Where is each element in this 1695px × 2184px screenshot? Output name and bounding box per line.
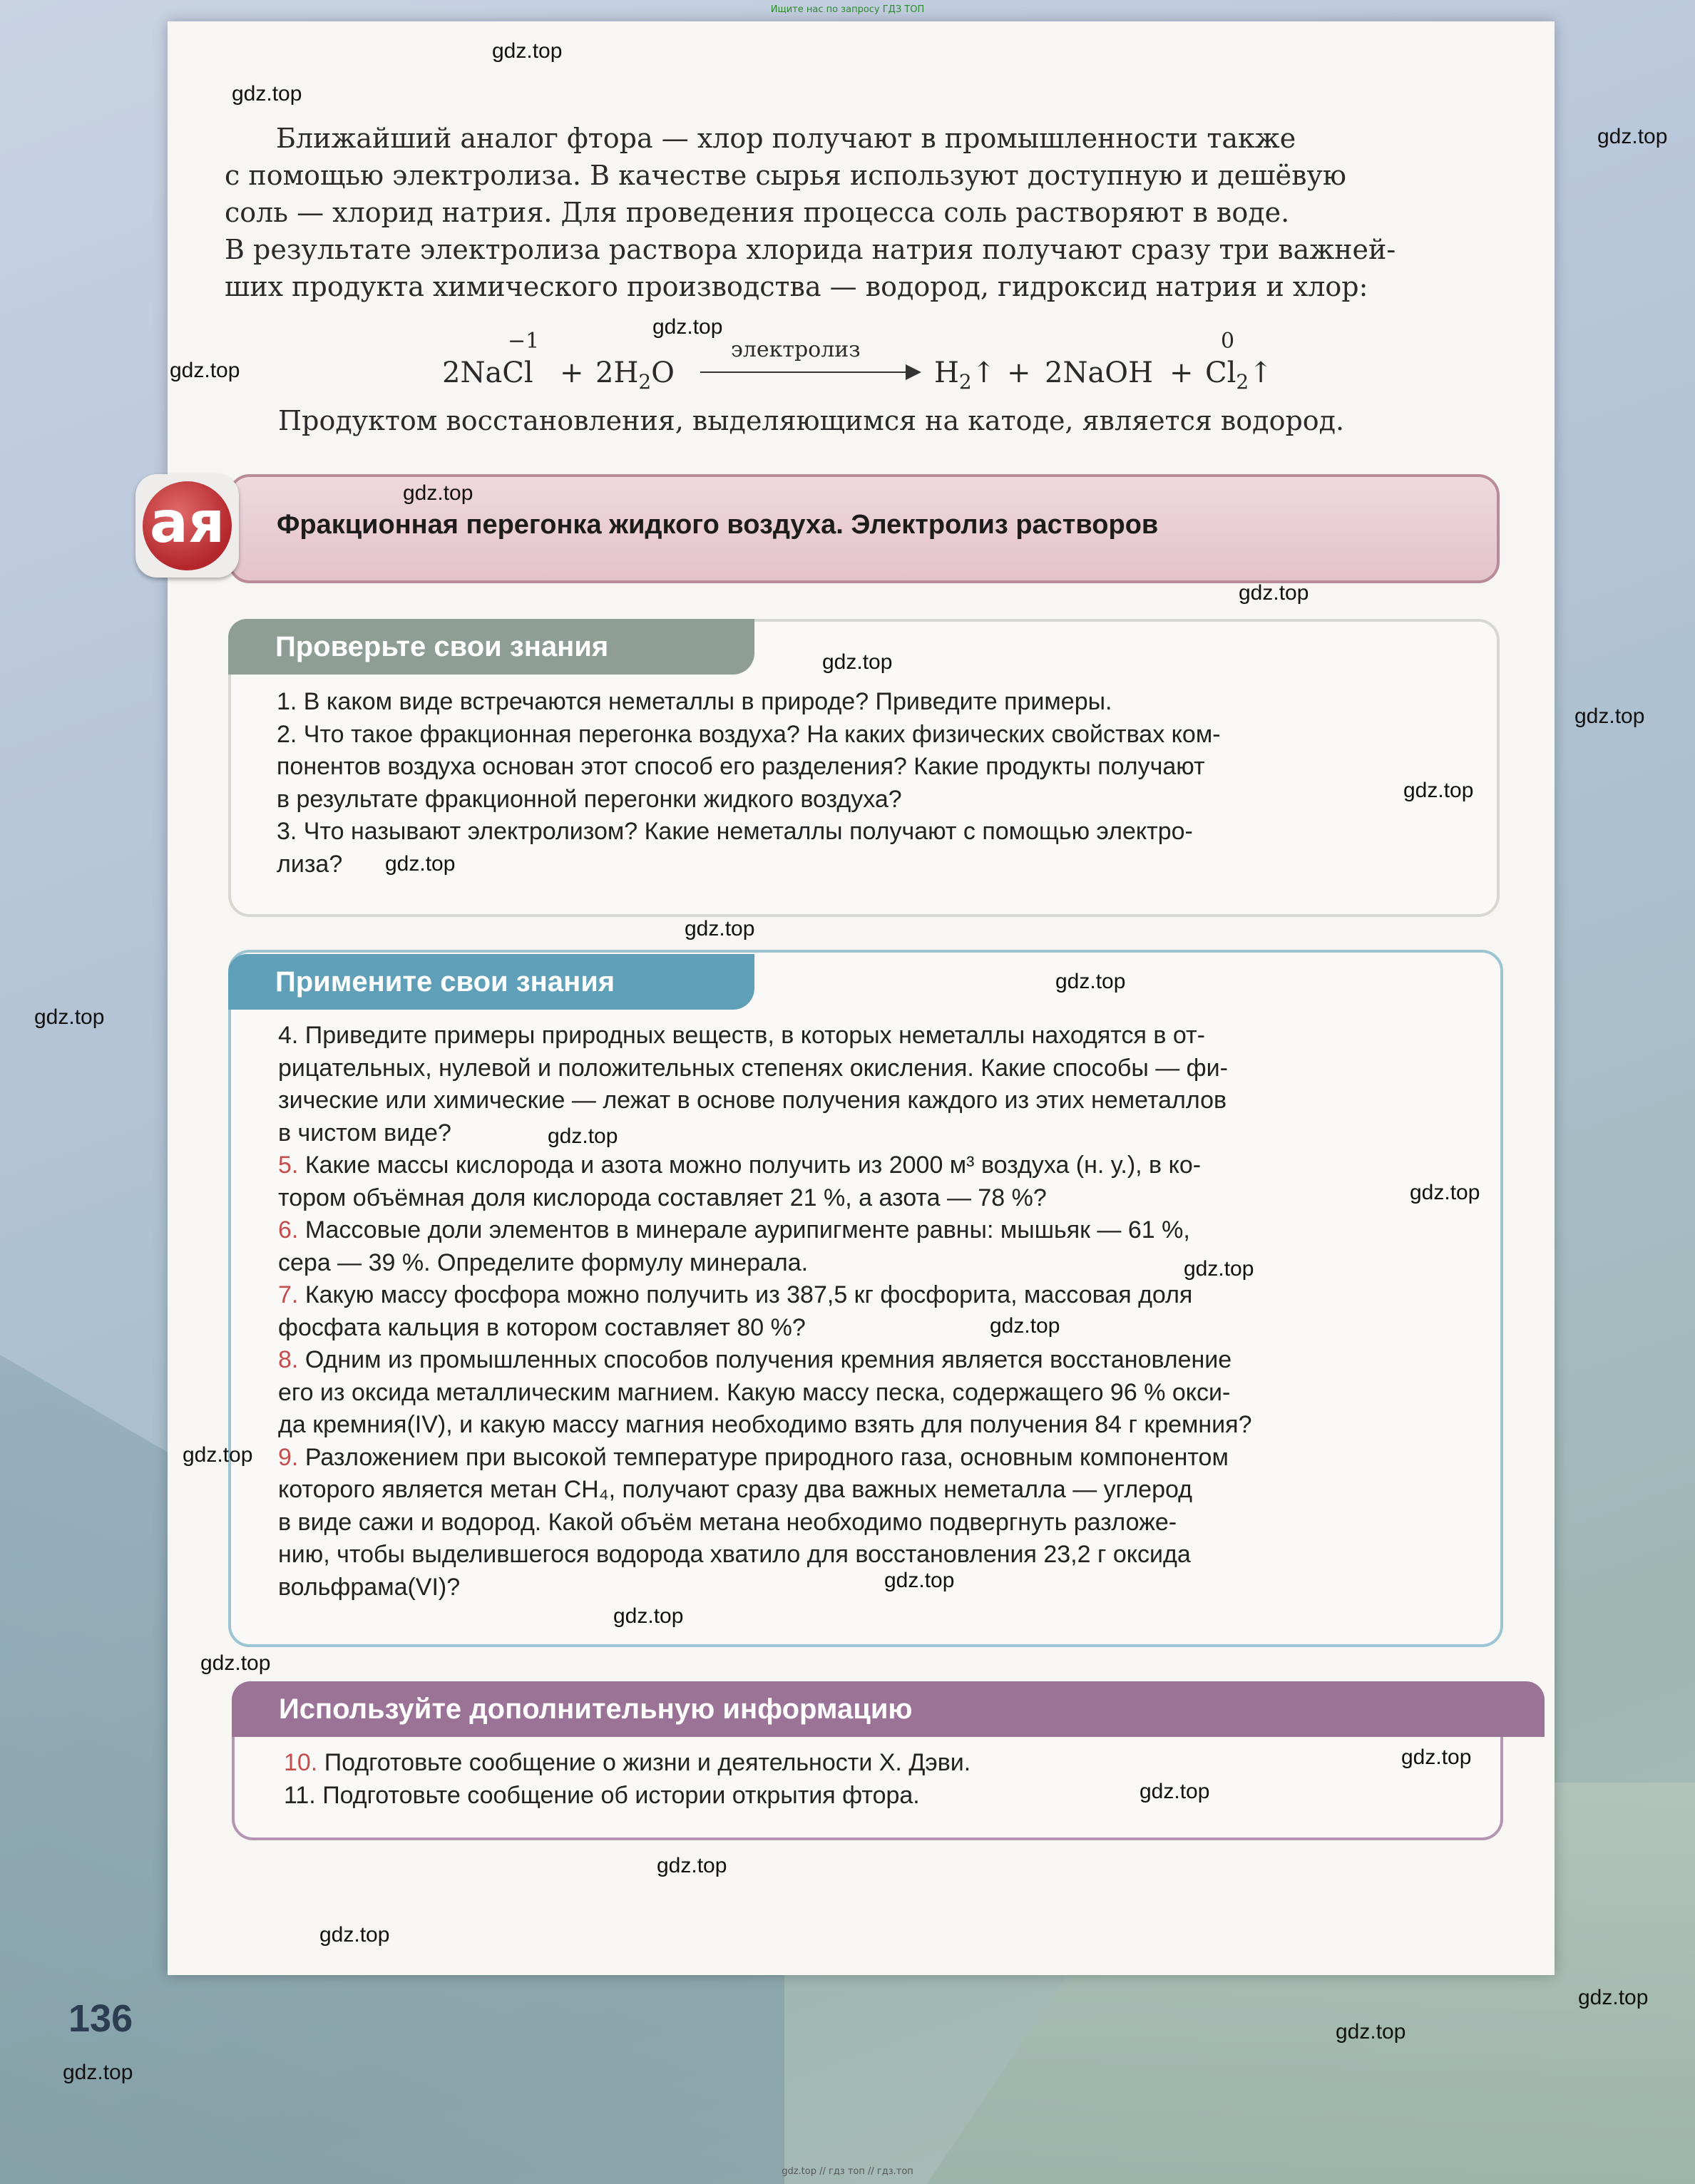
question-line: 2. Что такое фракционная перегонка воздуха? На каких физических свойствах ком- (277, 720, 1221, 748)
oxidation-state-cl: −1 (508, 329, 540, 354)
watermark: gdz.top (183, 1443, 253, 1467)
watermark: gdz.top (1410, 1181, 1480, 1204)
watermark: gdz.top (170, 359, 240, 382)
plus-sign: + (1007, 357, 1031, 389)
watermark: gdz.top (884, 1569, 955, 1592)
watermark: gdz.top (319, 1923, 390, 1947)
question-line: 5. Какие массы кислорода и азота можно получить из 2000 м³ воздуха (н. у.), в ко- (278, 1152, 1202, 1179)
question-number: 9. (278, 1443, 299, 1471)
question-line: 11. Подготовьте сообщение об истории открытия фтора. (284, 1781, 920, 1809)
intro-line: Ближайший аналог фтора — хлор получают в промышленности также (276, 123, 1296, 154)
check-knowledge-title: Проверьте свои знания (228, 619, 754, 675)
question-line: вольфрама(VI)? (278, 1573, 461, 1601)
arrow-head-icon (906, 364, 921, 380)
watermark: gdz.top (200, 1651, 271, 1675)
reactant-nacl: 2NaCl (442, 357, 533, 389)
question-line: в результате фракционной перегонки жидкого воздуха? (277, 785, 902, 813)
oxidation-state-cl2: 0 (1221, 329, 1235, 354)
question-line: да кремния(IV), и какую массу магния необходимо взять для получения 84 г кремния? (278, 1411, 1252, 1438)
watermark: gdz.top (63, 2061, 133, 2084)
question-number: 8. (278, 1346, 299, 1373)
question-line: его из оксида металлическим магнием. Какую массу песка, содержащего 96 % окси- (278, 1378, 1231, 1406)
page-number: 136 (68, 1997, 133, 2040)
watermark: gdz.top (1239, 581, 1309, 605)
apply-questions (278, 1020, 1451, 1604)
watermark: gdz.top (232, 82, 302, 106)
intro-paragraph (225, 120, 1494, 305)
cathode-line: Продуктом восстановления, выделяющимся на катоде, является водород. (278, 405, 1345, 436)
intro-line: В результате электролиза раствора хлорида натрия получают сразу три важней- (225, 234, 1396, 265)
question-number: 5. (278, 1152, 299, 1179)
top-note: Ищите нас по запросу ГДЗ ТОП (770, 4, 925, 15)
question-line: 8. Одним из промышленных способов получения кремния является восстановление (278, 1346, 1232, 1373)
question-line: 3. Что называют электролизом? Какие неметаллы получают с помощью электро- (277, 818, 1193, 845)
key-concepts-text: Фракционная перегонка жидкого воздуха. Электролиз растворов (277, 510, 1159, 540)
question-line: понентов воздуха основан этот способ его разделения? Какие продукты получают (277, 753, 1205, 780)
watermark: gdz.top (1597, 125, 1668, 148)
watermark: gdz.top (403, 481, 473, 505)
question-line: которого является метан CH₄, получают сразу два важных неметалла — углерод (278, 1476, 1192, 1503)
plus-sign: + (560, 357, 584, 389)
question-number: 6. (278, 1216, 299, 1244)
watermark: gdz.top (613, 1604, 684, 1628)
question-line: лиза? (277, 850, 343, 878)
watermark: gdz.top (1578, 1986, 1649, 2009)
intro-line: с помощью электролиза. В качестве сырья используют доступную и дешёвую (225, 160, 1346, 191)
watermark: gdz.top (1184, 1257, 1254, 1281)
reaction-arrow (700, 371, 914, 373)
watermark: gdz.top (385, 852, 456, 876)
watermark: gdz.top (548, 1124, 618, 1148)
question-line: фосфата кальция в котором составляет 80 %? (278, 1313, 806, 1341)
key-concepts-icon (135, 474, 239, 578)
question-line: в чистом виде? (278, 1119, 451, 1147)
question-line: рицательных, нулевой и положительных степенях окисления. Какие способы — фи- (278, 1054, 1228, 1082)
apply-knowledge-title: Примените свои знания (228, 954, 754, 1010)
watermark: gdz.top (685, 917, 755, 940)
watermark: gdz.top (822, 650, 893, 674)
question-number: 10. (284, 1749, 318, 1776)
watermark: gdz.top (657, 1854, 727, 1877)
product-h2: $H_2↑$ (934, 357, 996, 394)
watermark: gdz.top (1140, 1780, 1210, 1803)
question-line: сера — 39 %. Определите формулу минерала. (278, 1249, 809, 1276)
electrolysis-equation (442, 329, 1369, 396)
extra-questions (284, 1747, 1453, 1812)
key-concepts-icon-letters: ая (143, 481, 232, 570)
product-cl2: $Cl_2↑$ (1205, 357, 1273, 394)
question-line: в виде сажи и водород. Какой объём метана необходимо подвергнуть разложе- (278, 1508, 1177, 1536)
watermark: gdz.top (652, 315, 723, 339)
watermark: gdz.top (492, 39, 563, 63)
question-line: 6. Массовые доли элементов в минерале аурипигменте равны: мышьяк — 61 %, (278, 1216, 1190, 1244)
watermark: gdz.top (1336, 2020, 1406, 2044)
question-line: зические или химические — лежат в основе получения каждого из этих неметаллов (278, 1087, 1227, 1114)
question-line: нию, чтобы выделившегося водорода хватило для восстановления 23,2 г оксида (278, 1541, 1191, 1568)
watermark: gdz.top (1574, 704, 1645, 728)
intro-line: соль — хлорид натрия. Для проведения процесса соль растворяют в воде. (225, 197, 1290, 228)
watermark: gdz.top (34, 1005, 105, 1029)
watermark: gdz.top (1403, 779, 1474, 802)
extra-info-title: Используйте дополнительную информацию (232, 1681, 1545, 1737)
watermark: gdz.top (990, 1314, 1060, 1338)
question-line: 7. Какую массу фосфора можно получить из 387,5 кг фосфорита, массовая доля (278, 1281, 1193, 1308)
plus-sign: + (1169, 357, 1194, 389)
question-line: 9. Разложением при высокой температуре природного газа, основным компонентом (278, 1443, 1229, 1471)
question-number: 7. (278, 1281, 299, 1308)
intro-line: ших продукта химического производства — водород, гидроксид натрия и хлор: (225, 271, 1368, 302)
reactant-water: $2H_2O$ (595, 357, 675, 394)
bottom-note: gdz.top // гдз топ // гдз.топ (782, 2166, 913, 2177)
question-line: 1. В каком виде встречаются неметаллы в природе? Приведите примеры. (277, 688, 1112, 715)
question-line: тором объёмная доля кислорода составляет 21 %, а азота — 78 %? (278, 1184, 1047, 1211)
arrow-label: электролиз (731, 337, 861, 362)
question-line: 4. Приведите примеры природных веществ, в которых неметаллы находятся в от- (278, 1022, 1205, 1049)
product-naoh: 2NaOH (1045, 357, 1153, 389)
question-line: 10. Подготовьте сообщение о жизни и деятельности Х. Дэви. (284, 1749, 971, 1776)
watermark: gdz.top (1055, 970, 1126, 993)
watermark: gdz.top (1401, 1745, 1472, 1769)
